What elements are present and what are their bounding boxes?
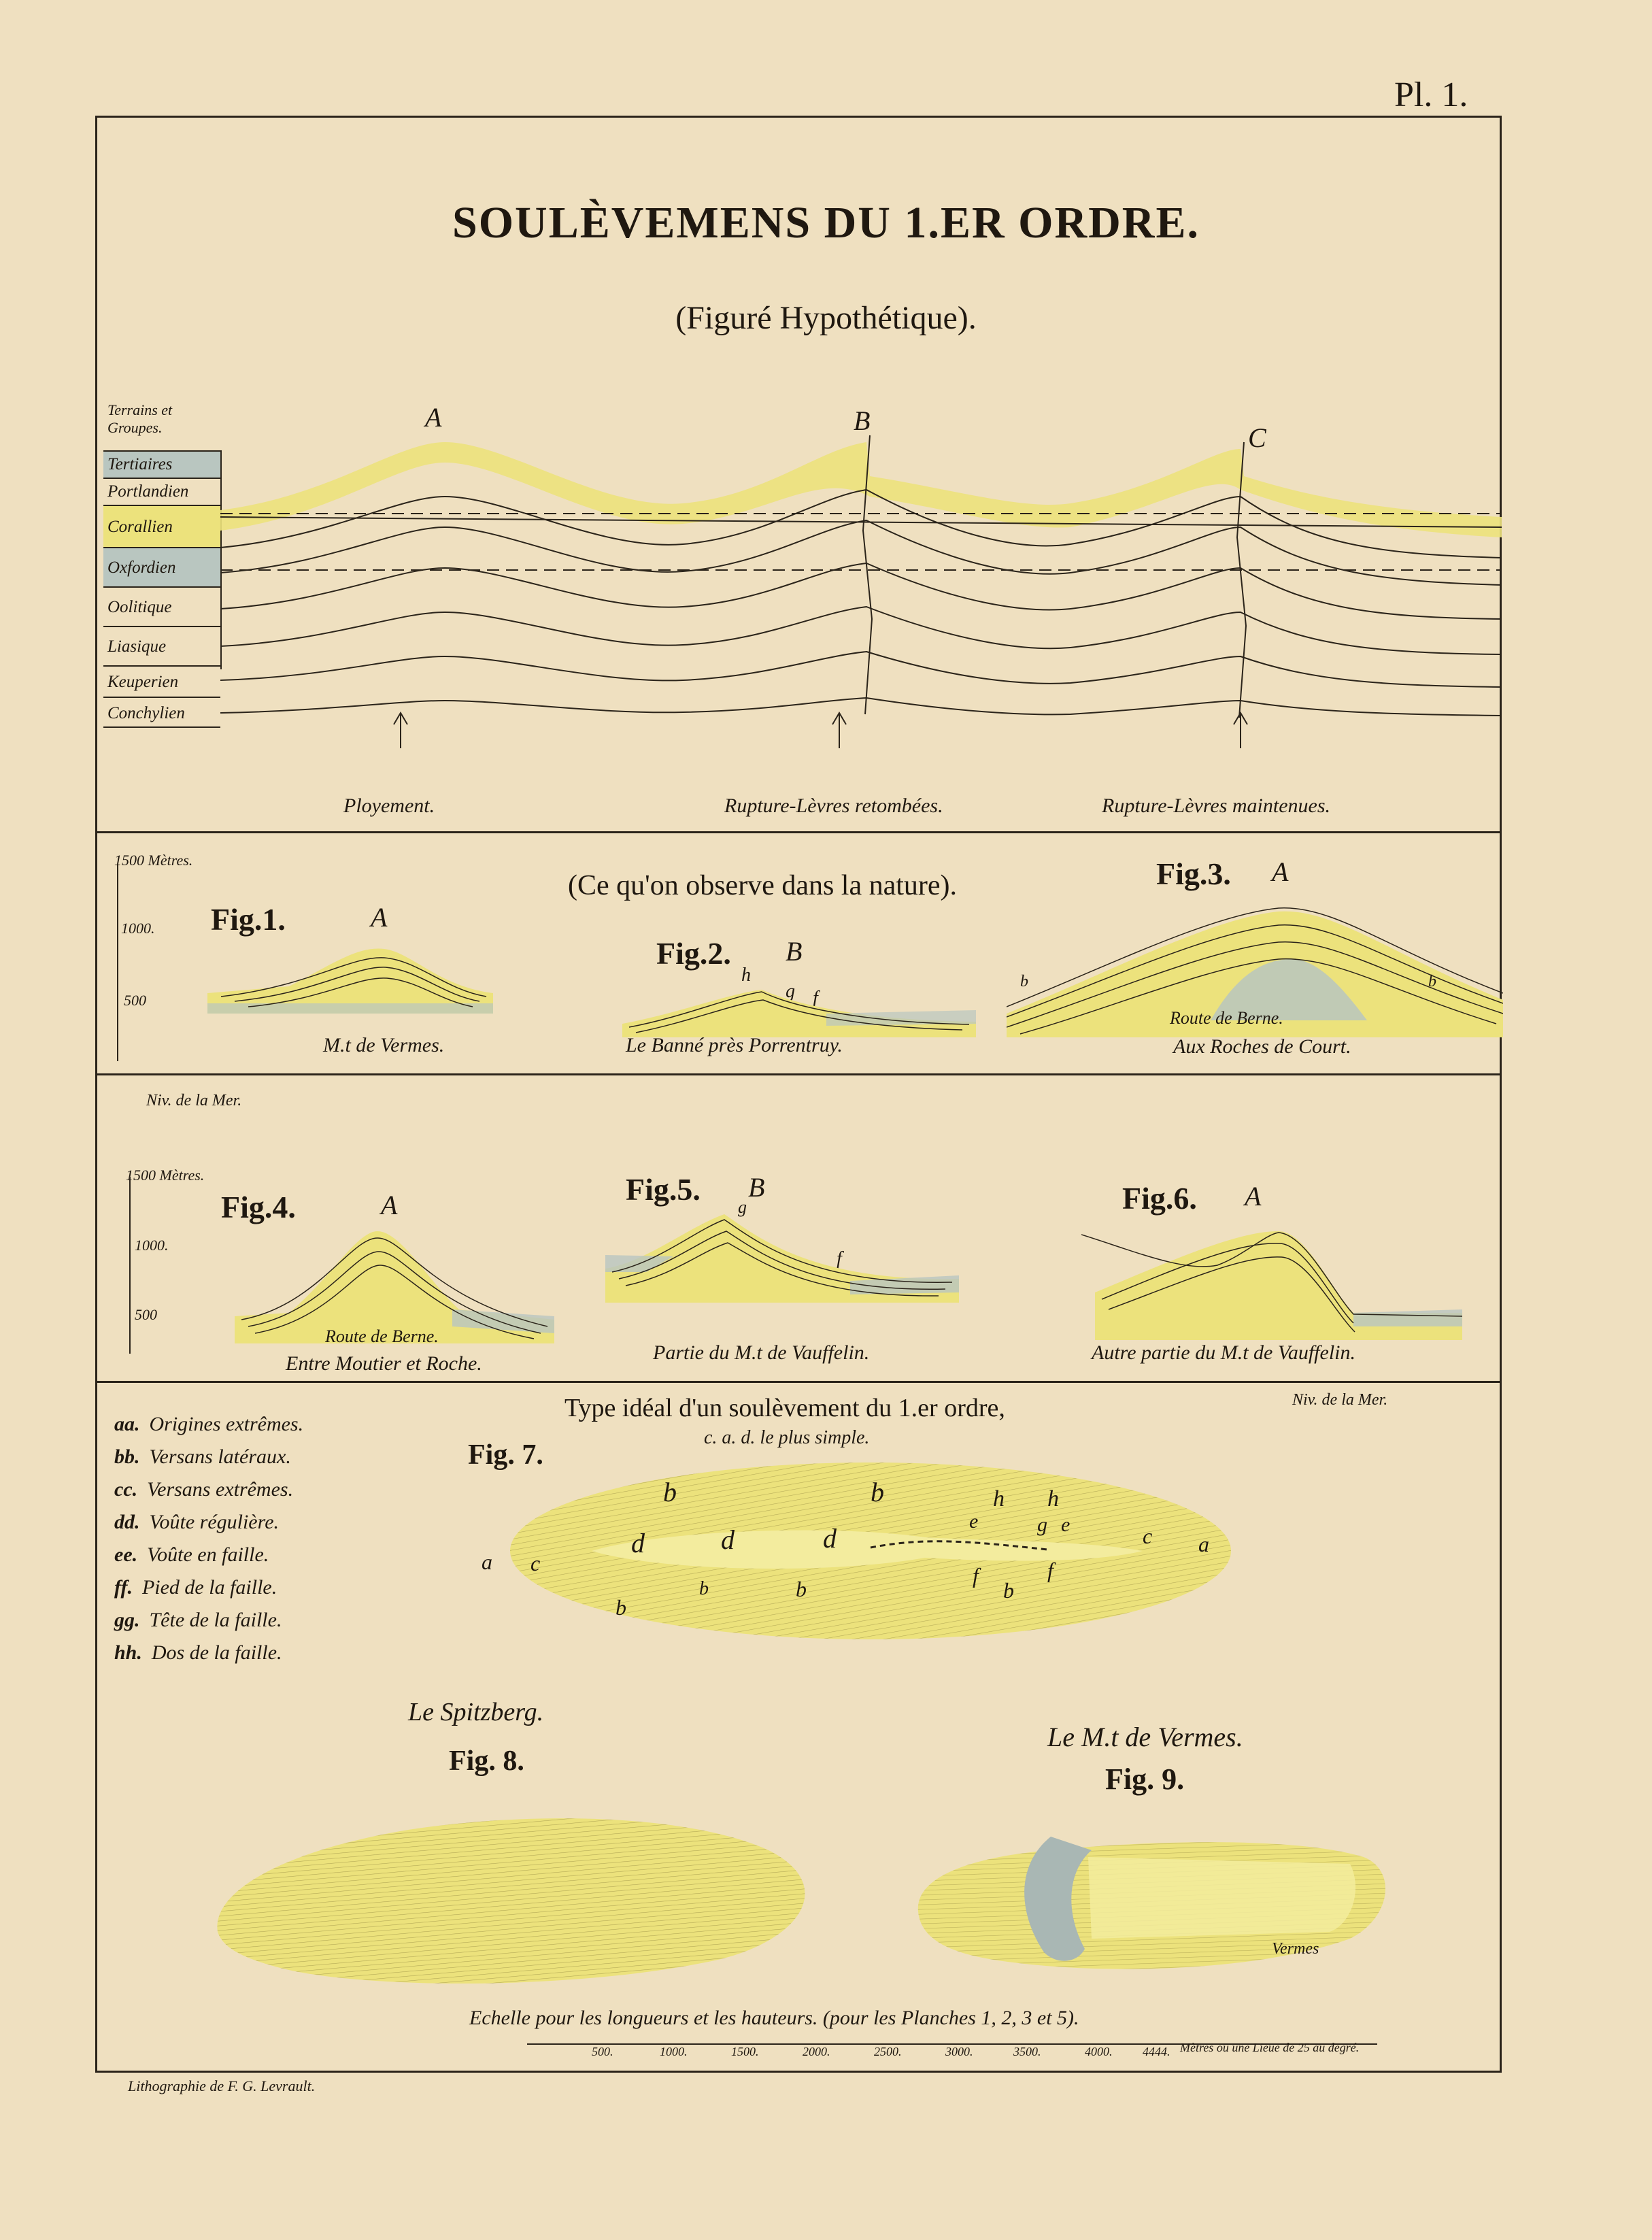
- fig-1-label: Fig.1.: [211, 902, 286, 937]
- legend-key: hh.: [114, 1641, 142, 1664]
- legend-text: Dos de la faille.: [151, 1641, 282, 1664]
- fig-7-mark-e-2: e: [1061, 1514, 1071, 1536]
- caption-rupture-maintenues: Rupture-Lèvres maintenues.: [1102, 795, 1331, 817]
- fig-7-mark-f-1: f: [973, 1563, 979, 1588]
- legend-text: Versans extrêmes.: [147, 1478, 294, 1501]
- legend-text: Voûte en faille.: [147, 1543, 269, 1566]
- fig-4-caption: Entre Moutier et Roche.: [286, 1352, 482, 1375]
- fig-2-caption: Le Banné près Porrentruy.: [626, 1034, 843, 1056]
- caption-rupture-retombees: Rupture-Lèvres retombées.: [724, 795, 943, 817]
- scale-tick: 3500.: [1013, 2045, 1041, 2058]
- fig-7-mark-h-1: h: [993, 1486, 1005, 1511]
- fig-4-caption-top: Route de Berne.: [325, 1326, 439, 1346]
- hypothetical-section: [220, 395, 1502, 789]
- stratum-liasique: Liasique: [103, 626, 220, 665]
- fig-7-mark-a-left: a: [482, 1550, 492, 1574]
- fig-3-mark-b-left: b: [1020, 973, 1028, 990]
- peak-label-c: C: [1248, 422, 1266, 453]
- fig-9-label: Fig. 9.: [1105, 1762, 1185, 1796]
- legend-text: Tête de la faille.: [149, 1609, 282, 1631]
- fig-2-mark-h: h: [741, 965, 751, 986]
- peak-label-b: B: [854, 405, 871, 436]
- legend-key: cc.: [114, 1478, 138, 1501]
- scale-end: Mètres ou une Lieue de 25 au degré.: [1180, 2041, 1360, 2054]
- scale-caption: Echelle pour les longueurs et les hauteurs. (pour les Planches 1, 2, 3 et 5).: [469, 2007, 1079, 2029]
- lithography-credit: Lithographie de F. G. Levrault.: [128, 2077, 316, 2094]
- panel2-heading: (Ce qu'on observe dans la nature).: [568, 870, 958, 901]
- scale-tick: 4000.: [1085, 2045, 1113, 2058]
- fig-7-mark-d-1: d: [631, 1528, 645, 1558]
- stratum-conchylien: Conchylien: [103, 697, 220, 728]
- scale-tick: 2000.: [803, 2045, 830, 2058]
- fig-5-label: Fig.5.: [626, 1172, 701, 1207]
- fig-6-letter: A: [1245, 1181, 1262, 1211]
- fig-7-mark-c-left: c: [530, 1551, 541, 1575]
- scale-bar-p3: [129, 1177, 131, 1354]
- fig-4-label: Fig.4.: [221, 1190, 296, 1224]
- legend-row: [114, 1408, 303, 1441]
- stratum-oolitique: Oolitique: [103, 586, 220, 626]
- legend-key: dd.: [114, 1511, 140, 1533]
- scale-tick: 3000.: [945, 2045, 973, 2058]
- fig-7-mark-b-1: b: [663, 1477, 677, 1507]
- scale-1000-p2: 1000.: [121, 920, 155, 937]
- fig-6-caption: Autre partie du M.t de Vauffelin.: [1092, 1341, 1355, 1364]
- legend-row: [114, 1473, 303, 1506]
- legend-key: aa.: [114, 1413, 140, 1435]
- fig-7-mark-b-6: b: [699, 1578, 709, 1599]
- legend-text: Origines extrêmes.: [149, 1413, 304, 1435]
- peak-label-a: A: [425, 402, 442, 433]
- plate-number: Pl. 1.: [1394, 76, 1468, 114]
- scale-500-p3: 500: [135, 1306, 157, 1323]
- scale-1500-p3: 1500 Mètres.: [126, 1167, 205, 1184]
- legend-row: [114, 1637, 303, 1669]
- scale-tick: 500.: [592, 2045, 613, 2058]
- legend-text: Voûte régulière.: [149, 1511, 280, 1533]
- fig-6-label: Fig.6.: [1122, 1181, 1197, 1216]
- legend-row: [114, 1441, 303, 1473]
- fig-9-drawing: [915, 1809, 1391, 1986]
- fig-7-mark-a-right: a: [1198, 1532, 1209, 1556]
- fig-9-place: Le M.t de Vermes.: [1047, 1722, 1243, 1752]
- fig-8-label: Fig. 8.: [449, 1745, 524, 1777]
- fig-7-mark-d-3: d: [823, 1523, 837, 1554]
- stratum-corallien: Corallien: [103, 505, 220, 547]
- fig-8-place: Le Spitzberg.: [408, 1698, 544, 1726]
- legend-row: [114, 1604, 303, 1637]
- stratum-portlandien: Portlandien: [103, 478, 220, 505]
- scale-tick: 4444.: [1143, 2045, 1170, 2058]
- fig-5-mark-g: g: [738, 1197, 747, 1217]
- fig-7-heading: Type idéal d'un soulèvement du 1.er ordre,: [564, 1394, 1005, 1422]
- fig-7-mark-b-5: b: [1003, 1578, 1014, 1603]
- fig-1-caption: M.t de Vermes.: [323, 1034, 445, 1056]
- fig-3-caption: Aux Roches de Court.: [1173, 1035, 1351, 1058]
- fig-3-letter: A: [1272, 856, 1289, 887]
- fig-1-letter: A: [371, 902, 388, 933]
- fig-6-drawing: [1081, 1218, 1462, 1347]
- fig-7-subheading: c. a. d. le plus simple.: [704, 1427, 870, 1448]
- fig-2-label: Fig.2.: [656, 936, 731, 971]
- scale-tick: 1500.: [731, 2045, 759, 2058]
- stratum-tertiaires: Tertiaires: [103, 450, 220, 478]
- legend-row: [114, 1539, 303, 1571]
- legend-text: Versans latéraux.: [149, 1445, 291, 1468]
- legend-key: bb.: [114, 1445, 140, 1468]
- scale-tick: 2500.: [874, 2045, 902, 2058]
- fig-7-drawing: [490, 1449, 1238, 1653]
- legend-row: [114, 1506, 303, 1539]
- scale-1500-p2: 1500 Mètres.: [114, 852, 193, 869]
- divider-1: [95, 831, 1502, 833]
- divider-3: [95, 1381, 1502, 1383]
- legend-key: ff.: [114, 1576, 133, 1599]
- fig-9-mark-vermes: Vermes: [1272, 1940, 1319, 1958]
- legend-key: ee.: [114, 1543, 138, 1566]
- fig-7-mark-b-4: b: [796, 1577, 807, 1601]
- fig-7-mark-g: g: [1037, 1514, 1047, 1536]
- stratum-oxfordien: Oxfordien: [103, 547, 220, 586]
- fig-4-letter: A: [381, 1190, 398, 1220]
- stratum-keuperien: Keuperien: [103, 665, 220, 697]
- fig-5-caption: Partie du M.t de Vauffelin.: [653, 1341, 870, 1364]
- sea-level-p3: Niv. de la Mer.: [146, 1092, 242, 1109]
- fig-7-mark-b-2: b: [871, 1477, 884, 1507]
- fig-8-drawing: [204, 1803, 830, 1993]
- scale-500-p2: 500: [124, 992, 146, 1009]
- plate-title: SOULÈVEMENS DU 1.ER ORDRE.: [452, 198, 1200, 248]
- fig-7-mark-b-3: b: [616, 1595, 626, 1620]
- fig-7-label: Fig. 7.: [468, 1439, 543, 1471]
- plate-subtitle: (Figuré Hypothétique).: [675, 300, 977, 336]
- scale-bar-p2: [117, 864, 118, 1061]
- legend-text: Pied de la faille.: [141, 1576, 277, 1599]
- fig-3-label: Fig.3.: [1156, 856, 1231, 891]
- fig-7-mark-e-1: e: [969, 1510, 979, 1533]
- legend-row: [114, 1571, 303, 1604]
- legend-key: gg.: [114, 1609, 140, 1631]
- fig-3-mark-b-right: b: [1428, 973, 1436, 990]
- scale-tick: 1000.: [660, 2045, 688, 2058]
- fig-5-drawing: [605, 1207, 959, 1316]
- caption-ployement: Ployement.: [343, 795, 435, 817]
- legend: [114, 1408, 303, 1669]
- fig-5-letter: B: [748, 1172, 765, 1203]
- fig-2-mark-f: f: [813, 988, 818, 1009]
- sea-level-p4: Niv. de la Mer.: [1292, 1391, 1388, 1409]
- fig-7-mark-c-right: c: [1143, 1524, 1153, 1548]
- fig-3-caption-top: Route de Berne.: [1170, 1008, 1283, 1028]
- divider-2: [95, 1073, 1502, 1075]
- fig-2-mark-g: g: [786, 981, 795, 1002]
- fig-2-letter: B: [786, 936, 803, 967]
- fig-5-mark-f: f: [837, 1248, 842, 1269]
- scale-1000-p3: 1000.: [135, 1237, 169, 1254]
- fig-7-mark-f-2: f: [1047, 1558, 1053, 1582]
- strata-header: Terrains et Groupes.: [107, 401, 173, 436]
- fig-7-mark-h-2: h: [1047, 1486, 1059, 1511]
- fig-7-mark-d-2: d: [721, 1524, 735, 1555]
